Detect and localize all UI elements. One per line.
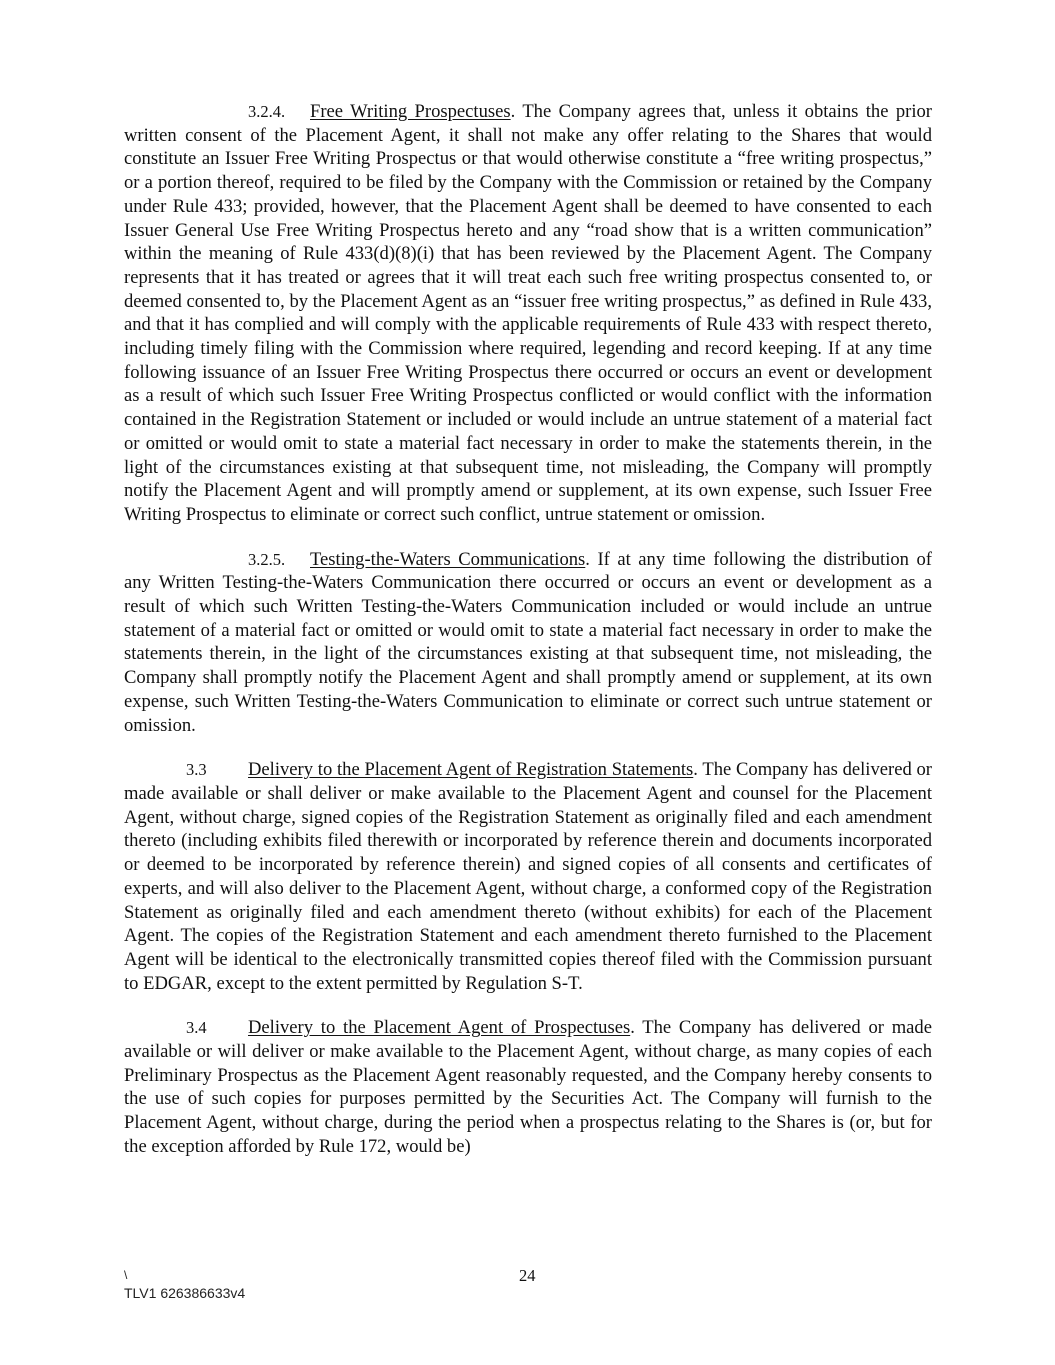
section-text: . The Company has delivered or made available or shall deliver or make available to the Placement Agent and counsel for the Placement Agent, without charge, signed copies of the Registration Statement as originally filed and each amendment thereto (including exhibits filed therewith or incorporated by reference therein and documents incorporated or deemed to be incorporated by reference therein) and signed copies of all consents and certificates of experts, and will also deliver to the Placement Agent, without charge, a conformed copy of the Registration Statement as originally filed and each amendment thereto (without exhibits) for each of the Placement Agent. The copies of the Registration Statement and each amendment thereto furnished to the Placement Agent will be identical to the electronically transmitted copies thereof filed with the Commission pursuant to EDGAR, except to the extent permitted by Regulation S-T. [124, 759, 932, 994]
section-number: 3.4 [186, 1018, 207, 1038]
document-body [124, 100, 932, 1159]
footer-mark: \ [124, 1268, 128, 1282]
section-heading: Free Writing Prospectuses [310, 101, 511, 122]
section-heading: Testing-the-Waters Communications [310, 548, 586, 570]
section-3-3 [124, 758, 932, 995]
section-text: . The Company agrees that, unless it obtains the prior written consent of the Placement Agent, it shall not make any offer relating to the Shares that would constitute an Issuer Free Writing Prospectus or that would otherwise constitute a “free writing prospectus,” or a portion thereof, required to be filed by the Company with the Commission or retained by the Company under Rule 433; provided, however, that the Placement Agent shall be deemed to have consented to each Issuer General Use Free Writing Prospectus hereto and any “road show that is a written communication” within the meaning of Rule 433(d)(8)(i) that has been reviewed by the Placement Agent. The Company represents that it has treated or agrees that it will treat each such free writing prospectus consented to, or deemed consented to, by the Placement Agent as an “issuer free writing prospectus,” as defined in Rule 433, and that it has complied and will comply with the applicable requirements of Rule 433 with respect thereto, including timely filing with the Commission where required, legending and record keeping. If at any time following issuance of an Issuer Free Writing Prospectus there occurred or occurs an event or development as a result of which such Issuer Free Writing Prospectus conflicted or would conflict with the information contained in the Registration Statement or included or would include an untrue statement of a material fact or omitted or would omit to state a material fact necessary in order to make the statements therein, in the light of the circumstances existing at that subsequent time, not misleading, the Company will promptly notify the Placement Agent and will promptly amend or supplement, at its own expense, such Issuer Free Writing Prospectus to eliminate or correct such conflict, untrue statement or omission. [124, 101, 932, 525]
section-number: 3.2.5. [248, 549, 286, 569]
section-heading: Delivery to the Placement Agent of Prospectuses [248, 1017, 631, 1039]
section-text: . The Company has delivered or made available or will deliver or make available to the Placement Agent, without charge, as many copies of each Preliminary Prospectus as the Placement Agent reasonably requested, and the Company hereby consents to the use of such copies for purposes permitted by the Securities Act. The Company will furnish to the Placement Agent, without charge, during the period when a prospectus relating to the Shares is (or, but for the exception afforded by Rule 172, would be) [124, 1017, 932, 1157]
section-3-2-4 [124, 100, 932, 527]
document-id: TLV1 626386633v4 [124, 1285, 246, 1301]
section-heading: Delivery to the Placement Agent of Registration Statements [248, 759, 694, 781]
page-number: 24 [519, 1266, 536, 1285]
section-text: . If at any time following the distribution of any Written Testing-the-Waters Communication there occurred or occurs an event or development as a result of which such Written Testing-the-Waters Communication included or would include an untrue statement of a material fact or omitted or would omit to state a material fact necessary in order to make the statements therein, in the light of the circumstances existing at that subsequent time, not misleading, the Company shall promptly notify the Placement Agent and shall promptly amend or supplement, at its own expense, such Written Testing-the-Waters Communication to eliminate or correct such untrue statement or omission. [124, 548, 932, 736]
section-number: 3.3 [186, 760, 207, 780]
section-3-4 [124, 1016, 932, 1158]
section-number: 3.2.4. [248, 102, 286, 121]
section-3-2-5 [124, 548, 932, 738]
